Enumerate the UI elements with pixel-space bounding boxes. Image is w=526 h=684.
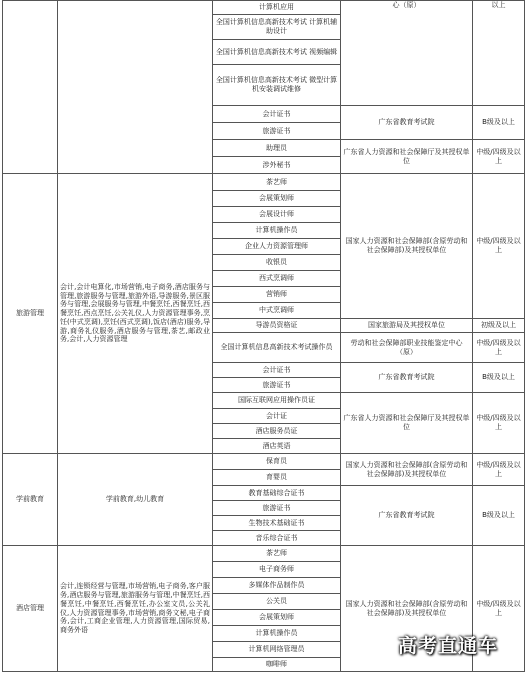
level-cell: 中级/四级及以上 — [473, 333, 525, 363]
certificate-cell: 计算机操作员 — [213, 223, 341, 239]
certificate-cell: 音乐综合证书 — [213, 531, 341, 546]
certificate-cell: 电子商务师 — [213, 562, 341, 578]
issuing-org-cell: 国家旅游局及其授权单位 — [341, 319, 473, 333]
certificate-cell: 计算机网络管理员 — [213, 642, 341, 658]
certificate-cell: 多媒体作品制作员 — [213, 578, 341, 594]
certificate-cell: 导游员资格证 — [213, 319, 341, 333]
issuing-org-cell: 广东省教育考试院 — [341, 106, 473, 140]
watermark-text: 高考直通车 — [397, 635, 498, 657]
certificate-cell: 计算机应用 — [213, 1, 341, 15]
certificate-cell: 全国计算机信息高新技术考试 视频编辑 — [213, 40, 341, 65]
majors-cell: 会计,连锁经营与管理,市场营销,电子商务,客户服务,酒店服务与管理,旅游服务与管理,中餐烹饪,西餐烹饪,中餐烹饪,西餐烹饪,办公室文员,公关礼仪,人力资源管理事务,市场营销,商务文秘,电子商务,会计,工商企业管理,人力资源管理,国际贸易,商务外语 — [58, 546, 213, 672]
majors-cell: 会计,会计电算化,市场营销,电子商务,酒店服务与管理,旅游服务与管理,旅游外语,导游服务,景区服务与管理,会展服务与管理,中餐烹饪,西餐烹饪,西餐烹饪,西点烹饪,公关礼仪,人力资源管理事务,烹饪(中式烹调),烹饪(西式烹调),饭店(酒店)服务,导游,商务礼仪服务,酒店服务与管理,茶艺,邮政业务,会计,人力资源管理 — [58, 174, 213, 454]
certificate-cell: 企业人力资源管理师 — [213, 239, 341, 255]
issuing-org-cell: 劳动和社会保障部职业技能鉴定中心（原） — [341, 333, 473, 363]
certificate-cell: 旅游证书 — [213, 123, 341, 140]
issuing-org-cell: 广东省人力资源和社会保障厅及其授权单位 — [341, 393, 473, 454]
certificate-cell: 会计证书 — [213, 363, 341, 378]
level-cell: 中级/四级及以上 — [473, 393, 525, 454]
certificate-cell: 会展策划师 — [213, 610, 341, 626]
level-cell: B级及以上 — [473, 106, 525, 140]
certificate-cell: 保育员 — [213, 454, 341, 470]
certificate-cell: 西式烹调师 — [213, 271, 341, 287]
certificate-cell: 茶艺师 — [213, 546, 341, 562]
issuing-org-cell: 国家人力资源和社会保障部(含原劳动和社会保障部)及其授权单位 — [341, 454, 473, 486]
certificate-cell: 全国计算机信息高新技术考试操作员 — [213, 333, 341, 363]
level-cell: 中级/四级及以上 — [473, 546, 525, 672]
level-cell: 初级及以上 — [473, 319, 525, 333]
certificate-cell: 旅游证书 — [213, 501, 341, 516]
issuing-org-cell: 广东省教育考试院 — [341, 363, 473, 393]
certificate-cell: 会展策划师 — [213, 191, 341, 207]
certificate-cell: 教育基础综合证书 — [213, 486, 341, 501]
issuing-org-cell: 国家人力资源和社会保障部(含原劳动和社会保障部)及其授权单位 — [341, 546, 473, 672]
certificate-cell: 会计证书 — [213, 106, 341, 123]
level-cell: 以上 — [473, 1, 525, 106]
category-cell: 酒店管理 — [3, 546, 58, 672]
certificate-cell: 收银员 — [213, 255, 341, 271]
majors-cell — [58, 1, 213, 174]
certificate-cell: 茶艺师 — [213, 174, 341, 191]
certificate-cell: 全国计算机信息高新技术考试 计算机辅助设计 — [213, 15, 341, 40]
certificate-cell: 国际互联网应用操作员证 — [213, 393, 341, 409]
certificate-cell: 助理员 — [213, 140, 341, 157]
level-cell: B级及以上 — [473, 486, 525, 546]
level-cell: 中级/四级及以上 — [473, 174, 525, 319]
certificate-cell: 会展设计师 — [213, 207, 341, 223]
certificate-cell: 会计证 — [213, 409, 341, 424]
majors-cell: 学前教育,幼儿教育 — [58, 454, 213, 546]
certificate-table — [2, 0, 525, 672]
certificate-cell: 酒店英语 — [213, 439, 341, 454]
certificate-cell: 旅游证书 — [213, 378, 341, 393]
issuing-org-cell: 广东省人力资源和社会保障厅及其授权单位 — [341, 140, 473, 174]
certificate-cell: 生物技术基础证书 — [213, 516, 341, 531]
certificate-cell: 全国计算机信息高新技术考试 微型计算机安装调试维修 — [213, 65, 341, 106]
category-cell — [3, 1, 58, 174]
category-cell: 学前教育 — [3, 454, 58, 546]
category-cell: 旅游管理 — [3, 174, 58, 454]
certificate-cell: 计算机操作员 — [213, 626, 341, 642]
certificate-cell: 涉外秘书 — [213, 157, 341, 174]
level-cell: 中级/四级及以上 — [473, 140, 525, 174]
certificate-cell: 公关员 — [213, 594, 341, 610]
certificate-cell: 酒店服务员证 — [213, 424, 341, 439]
certificate-cell: 咖啡师 — [213, 658, 341, 672]
certificate-cell: 育婴员 — [213, 470, 341, 486]
level-cell: B级及以上 — [473, 363, 525, 393]
issuing-org-cell: 广东省教育考试院 — [341, 486, 473, 546]
level-cell: 中级/四级及以上 — [473, 454, 525, 486]
certificate-cell: 营销师 — [213, 287, 341, 303]
issuing-org-cell: 心（原） — [341, 1, 473, 106]
certificate-cell: 中式烹调师 — [213, 303, 341, 319]
issuing-org-cell: 国家人力资源和社会保障部(含原劳动和社会保障部)及其授权单位 — [341, 174, 473, 319]
